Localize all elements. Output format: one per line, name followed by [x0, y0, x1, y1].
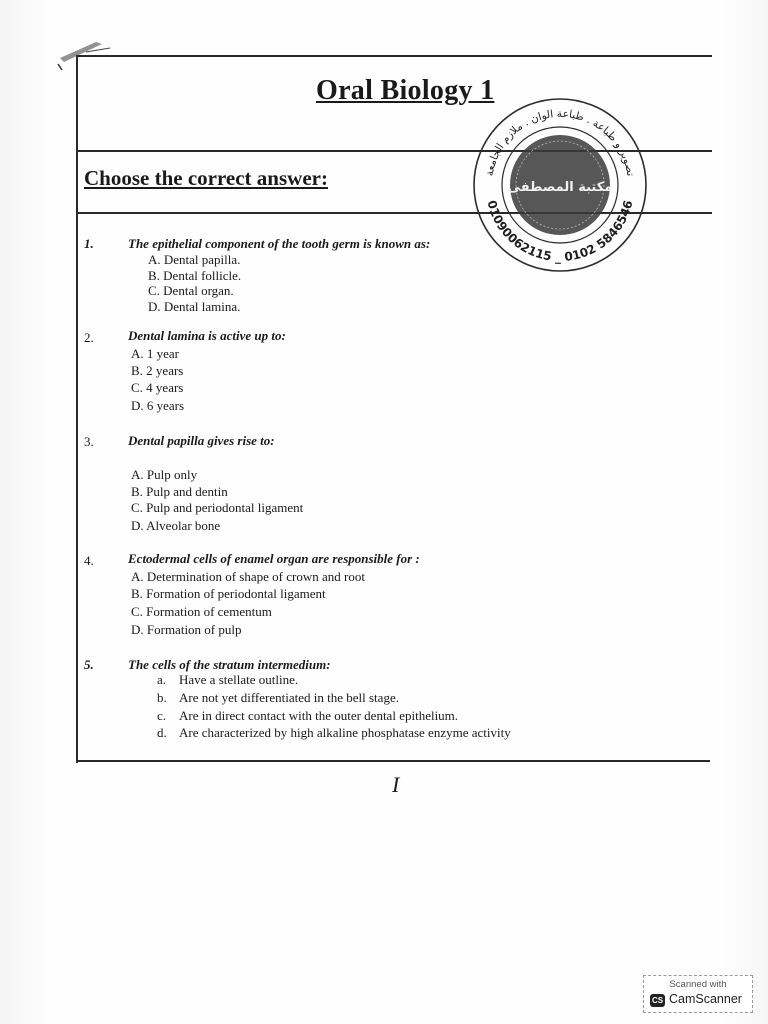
question-2-option-b: B. 2 years: [131, 363, 184, 378]
scanned-with-caption: Scanned with: [669, 979, 727, 990]
frame-left-border: [76, 55, 78, 763]
frame-bottom-rule: [76, 760, 710, 762]
question-1-option-b: B. Dental follicle.: [148, 268, 242, 283]
question-4-number: 4.: [84, 553, 94, 568]
question-1-number: 1.: [84, 236, 94, 251]
question-4-option-c: C. Formation of cementum: [131, 604, 272, 619]
question-2-option-c: C. 4 years: [131, 380, 184, 395]
question-2-option-a: A. 1 year: [131, 346, 180, 361]
question-4-option-d: D. Formation of pulp: [131, 622, 242, 637]
question-3-option-a: A. Pulp only: [131, 467, 198, 482]
question-3-option-c: C. Pulp and periodontal ligament: [131, 500, 304, 515]
question-1-option-d: D. Dental lamina.: [148, 299, 241, 314]
camscanner-logo-icon: CS: [651, 996, 664, 1005]
question-3-option-d: D. Alveolar bone: [131, 518, 221, 533]
question-5-option-a-letter: a.: [157, 672, 167, 687]
question-5-option-d-text: Are characterized by high alkaline phosphatase enzyme activity: [179, 725, 511, 740]
question-3-text: Dental papilla gives rise to:: [128, 433, 275, 448]
bookstore-stamp: [470, 95, 650, 275]
question-3-option-b: B. Pulp and dentin: [131, 484, 228, 499]
stamp-phone-numbers: 01090062115 _ 0102 5846546: [484, 198, 636, 265]
question-3-number: 3.: [84, 434, 94, 449]
stamp-center-text: مكتبة المصطفى: [507, 180, 613, 195]
question-2-option-d: D. 6 years: [131, 398, 185, 413]
question-2-text: Dental lamina is active up to:: [128, 328, 286, 343]
frame-top-rule: [76, 55, 712, 57]
stamp-arc-text: تصوير و طباعة . طباعة الوان . ملازم الجامعة: [483, 107, 637, 177]
question-5-option-b-letter: b.: [157, 690, 167, 705]
question-2-number: 2.: [84, 330, 94, 345]
question-5-option-b-text: Are not yet differentiated in the bell stage.: [179, 690, 399, 705]
question-4-option-a: A. Determination of shape of crown and root: [131, 569, 365, 584]
question-5-option-c-letter: c.: [157, 708, 167, 723]
question-5-option-d-letter: d.: [157, 725, 167, 740]
question-4-option-b: B. Formation of periodontal ligament: [131, 586, 326, 601]
question-1-option-c: C. Dental organ.: [148, 283, 234, 298]
question-5-number: 5.: [84, 657, 94, 672]
question-1-option-a: A. Dental papilla.: [148, 252, 241, 267]
page-number-mark: I: [392, 772, 400, 797]
question-5-option-c-text: Are in direct contact with the outer dental epithelium.: [179, 708, 459, 723]
camscanner-badge: [643, 975, 753, 1013]
camscanner-name: CamScanner: [669, 992, 742, 1006]
question-5-text: The cells of the stratum intermedium:: [128, 657, 331, 672]
document-title: Oral Biology 1: [316, 75, 495, 106]
section-heading: Choose the correct answer:: [84, 166, 328, 190]
question-4-text: Ectodermal cells of enamel organ are responsible for :: [128, 551, 420, 566]
question-1-text: The epithelial component of the tooth germ is known as:: [128, 236, 431, 251]
question-5-option-a-text: Have a stellate outline.: [179, 672, 299, 687]
